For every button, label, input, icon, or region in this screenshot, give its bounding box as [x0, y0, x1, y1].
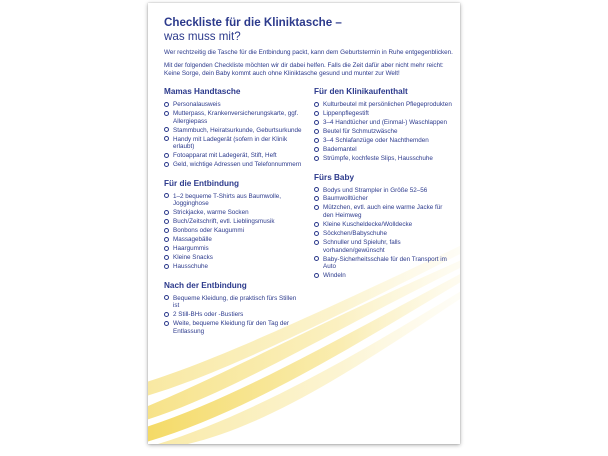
section-title-nach-entbindung: Nach der Entbindung	[164, 280, 247, 290]
list-baby	[314, 187, 454, 280]
checkbox-circle-icon[interactable]	[314, 156, 319, 161]
checklist-item-label: Söckchen/Babyschuhe	[323, 230, 388, 238]
checklist-item-label: Bodys und Strampler in Größe 52–56	[323, 186, 428, 194]
checklist-item-label: Personalausweis	[173, 101, 221, 108]
checkbox-circle-icon[interactable]	[164, 255, 169, 260]
checkbox-circle-icon[interactable]	[164, 219, 169, 224]
checklist-item-label: Kleine Snacks	[173, 254, 213, 262]
checkbox-circle-icon[interactable]	[164, 210, 169, 215]
checklist-item	[164, 218, 302, 226]
checklist-item	[164, 152, 302, 160]
checklist-item-label: 3–4 Handtücher und (Einmal-) Waschlappen	[323, 118, 448, 126]
checklist-item	[314, 221, 454, 229]
checklist-item-label: Hausschuhe	[173, 263, 209, 271]
section-title-klinikaufenthalt: Für den Klinikaufenthalt	[314, 87, 408, 96]
checklist-item	[314, 230, 454, 238]
list-nach-entbindung	[164, 295, 302, 336]
checklist-item	[164, 236, 302, 244]
section-title-baby: Fürs Baby	[314, 172, 355, 182]
checklist-item-label: Strümpfe, kochfeste Slips, Hausschuhe	[323, 154, 433, 162]
checkbox-circle-icon[interactable]	[164, 162, 169, 167]
checklist-item	[164, 254, 302, 262]
checklist-item-label: Weite, bequeme Kleidung für den Tag der Entlassung	[173, 320, 289, 335]
checklist-sheet	[148, 3, 460, 444]
checkbox-circle-icon[interactable]	[314, 187, 319, 192]
checklist-item	[164, 227, 302, 235]
checklist-item	[164, 311, 302, 319]
checklist-item	[164, 161, 302, 169]
checkbox-circle-icon[interactable]	[314, 240, 319, 245]
checklist-item	[164, 320, 302, 335]
checklist-item	[164, 295, 302, 310]
checklist-item-label: Haargummis	[173, 245, 209, 253]
checklist-item-label: Beutel für Schmutzwäsche	[323, 127, 398, 135]
checklist-item	[164, 193, 302, 208]
checkbox-circle-icon[interactable]	[164, 153, 169, 158]
checklist-item-label: Bademantel	[323, 145, 357, 153]
left-column	[164, 83, 302, 337]
sheet-content	[164, 16, 454, 337]
checklist-item	[314, 256, 454, 271]
checklist-item	[164, 209, 302, 217]
checkbox-circle-icon[interactable]	[314, 129, 319, 134]
checklist-item	[314, 119, 454, 127]
list-entbindung	[164, 193, 302, 271]
right-column	[314, 83, 454, 337]
checkbox-circle-icon[interactable]	[314, 102, 319, 107]
checkbox-circle-icon[interactable]	[164, 102, 169, 107]
checkbox-circle-icon[interactable]	[164, 264, 169, 269]
checklist-item-label: Massagebälle	[173, 236, 212, 244]
checklist-item-label: 1–2 bequeme T-Shirts aus Baumwolle, Jogginghose	[173, 192, 282, 208]
checkbox-circle-icon[interactable]	[164, 193, 169, 198]
checkbox-circle-icon[interactable]	[314, 120, 319, 125]
page-title: Checkliste für die Kliniktasche –	[164, 16, 342, 29]
checkbox-circle-icon[interactable]	[164, 321, 169, 326]
checklist-item	[314, 272, 454, 280]
checkbox-circle-icon[interactable]	[314, 138, 319, 143]
checklist-item	[314, 187, 454, 195]
checkbox-circle-icon[interactable]	[164, 246, 169, 251]
checklist-item-label: Baumwolltücher	[323, 195, 368, 203]
list-klinikaufenthalt	[314, 101, 454, 163]
checklist-item-label: 3–4 Schlafanzüge oder Nachthemden	[323, 136, 429, 144]
checklist-item	[314, 239, 454, 254]
checkbox-circle-icon[interactable]	[314, 222, 319, 227]
checklist-item	[314, 110, 454, 118]
checkbox-circle-icon[interactable]	[314, 196, 319, 201]
checklist-item-label: Mützchen, evtl. auch eine warme Jacke für den Heimweg	[323, 204, 443, 220]
checkbox-circle-icon[interactable]	[164, 312, 169, 317]
checkbox-circle-icon[interactable]	[164, 237, 169, 242]
checklist-item-label: 2 Still-BHs oder -Bustiers	[173, 311, 244, 319]
checklist-item	[314, 137, 454, 145]
checkbox-circle-icon[interactable]	[164, 127, 169, 132]
checklist-item-label: Baby-Sicherheitsschale für den Transport im Auto	[323, 255, 447, 271]
checklist-item	[314, 195, 454, 203]
checkbox-circle-icon[interactable]	[314, 256, 319, 261]
checklist-item-label: Strickjacke, warme Socken	[173, 209, 249, 217]
checkbox-circle-icon[interactable]	[314, 147, 319, 152]
checkbox-circle-icon[interactable]	[314, 205, 319, 210]
checklist-item-label: Buch/Zeitschrift, evtl. Lieblingsmusik	[173, 218, 275, 226]
checklist-item	[164, 127, 302, 135]
checkbox-circle-icon[interactable]	[164, 136, 169, 141]
checkbox-circle-icon[interactable]	[164, 228, 169, 233]
checklist-item-label: Fotoapparat mit Ladegerät, Stift, Heft	[173, 152, 277, 160]
checklist-item	[164, 245, 302, 253]
intro-paragraph-2: Mit der folgenden Checkliste möchten wir dir dabei helfen. Falls die Zeit dafür aber nicht mehr reicht: Keine Sorge, dein Baby kommt auch ohne Kliniktasche gesund und munter zur Welt!	[164, 62, 444, 77]
checklist-item	[314, 155, 454, 163]
checkbox-circle-icon[interactable]	[314, 231, 319, 236]
checklist-item-label: Handy mit Ladegerät (sofern in der Klinik erlaubt)	[173, 135, 288, 151]
checklist-item-label: Mutterpass, Krankenversicherungskarte, ggf. Allergiepass	[173, 109, 299, 125]
checklist-item-label: Stammbuch, Heiratsurkunde, Geburtsurkunde	[173, 126, 302, 134]
checklist-item-label: Bequeme Kleidung, die praktisch fürs Stillen ist	[173, 294, 297, 310]
checklist-item-label: Windeln	[323, 272, 346, 280]
checkbox-circle-icon[interactable]	[164, 295, 169, 300]
checklist-item	[164, 110, 302, 125]
checklist-item	[314, 128, 454, 136]
checklist-item	[314, 204, 454, 219]
checklist-columns	[164, 83, 454, 337]
checklist-item-label: Lippenpflegestift	[323, 109, 369, 117]
checklist-item	[164, 263, 302, 271]
checklist-item	[314, 101, 454, 109]
checklist-item	[164, 136, 302, 151]
checkbox-circle-icon[interactable]	[164, 111, 169, 116]
checklist-item-label: Geld, wichtige Adressen und Telefonnummern	[173, 161, 302, 169]
checkbox-circle-icon[interactable]	[314, 273, 319, 278]
checklist-item	[164, 101, 302, 109]
checklist-item-label: Bonbons oder Kaugummi	[173, 227, 245, 235]
checkbox-circle-icon[interactable]	[314, 111, 319, 116]
list-handtasche	[164, 101, 302, 169]
section-title-entbindung: Für die Entbindung	[164, 178, 240, 188]
checklist-item-label: Kleine Kuscheldecke/Wolldecke	[323, 221, 413, 229]
checklist-item-label: Kulturbeutel mit persönlichen Pflegeprodukten	[323, 101, 452, 108]
checklist-item-label: Schnuller und Spieluhr, falls vorhanden/gewünscht	[323, 239, 401, 254]
checklist-item	[314, 146, 454, 154]
section-title-handtasche: Mamas Handtasche	[164, 87, 241, 96]
page-subtitle: was muss mit?	[164, 30, 241, 43]
intro-paragraph-1: Wer rechtzeitig die Tasche für die Entbindung packt, kann dem Geburtstermin in Ruhe entgegenblicken.	[164, 49, 453, 56]
